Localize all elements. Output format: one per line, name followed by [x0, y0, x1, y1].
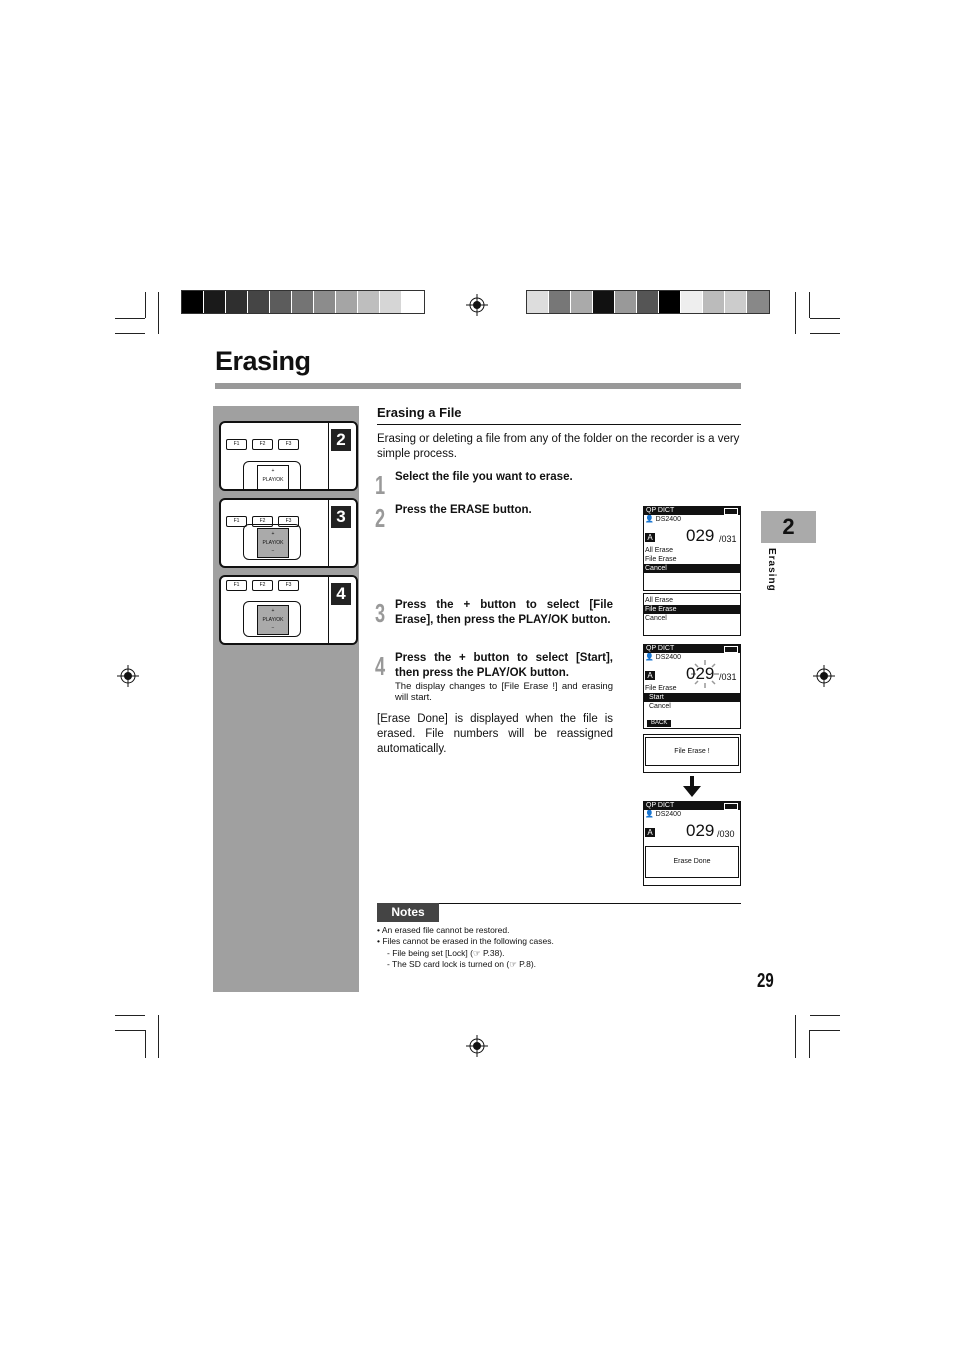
step-number: 1 [375, 470, 386, 500]
crop-mark [795, 1015, 796, 1058]
intro-text: Erasing or deleting a file from any of the folder on the recorder is a very simple process. [377, 433, 740, 460]
crop-mark [809, 292, 810, 318]
menu-item: Cancel [649, 703, 671, 710]
gray-calibration-bar-right [526, 290, 770, 314]
battery-icon [724, 508, 738, 515]
section-heading: Erasing a File [377, 405, 462, 420]
play-ok-label: PLAY/OK [262, 477, 284, 483]
gray-calibration-bar-left [181, 290, 425, 314]
f1-key: F1 [226, 439, 247, 450]
lcd-screen-erase-done [643, 801, 741, 886]
note-item: • An erased file cannot be restored. [377, 925, 510, 935]
step-text: Press the + button to select [Start], then press the PLAY/OK button. [395, 652, 613, 679]
file-number: 029 [686, 664, 715, 683]
file-number: 029 [686, 526, 715, 545]
f2-key: F2 [252, 580, 273, 591]
menu-item: All Erase [645, 547, 674, 554]
f2-key: F2 [252, 516, 273, 527]
file-number: 029 [686, 821, 715, 840]
crop-mark [145, 1030, 146, 1058]
menu-item: File Erase [645, 556, 677, 563]
crop-mark [158, 1015, 159, 1058]
file-total: /031 [719, 672, 737, 682]
figure-number: 2 [331, 429, 351, 451]
erase-done-message: Erase Done [645, 846, 739, 878]
menu-item: All Erase [645, 597, 674, 604]
folder-indicator: A [645, 533, 655, 542]
notes-label: Notes [377, 903, 439, 922]
step-subtext: The display changes to [File Erase !] and erasing will start. [395, 681, 613, 703]
menu-item-selected: Start [644, 693, 740, 702]
crop-mark [810, 1015, 840, 1016]
lcd-model: 👤 DS2400 [645, 654, 681, 661]
play-ok-label: PLAY/OK [262, 617, 284, 623]
lcd-screen-start-confirm [643, 644, 741, 729]
lcd-screen-file-erase-message [643, 734, 741, 773]
f3-key: F3 [278, 580, 299, 591]
crop-mark [809, 1030, 810, 1058]
lcd-header: QP DICT [646, 645, 675, 652]
f3-key: F3 [278, 516, 299, 527]
battery-icon [724, 646, 738, 653]
device-figure-step-2: F1 F2 F3 + PLAY/OK 2 [219, 421, 358, 491]
step-number: 3 [375, 598, 386, 628]
crop-mark [145, 292, 146, 318]
crop-mark [115, 318, 145, 319]
back-label: BACK [647, 720, 671, 727]
lcd-screen-erase-menu [643, 506, 741, 591]
step-number: 4 [375, 651, 386, 681]
f1-key: F1 [226, 580, 247, 591]
f2-key: F2 [252, 439, 273, 450]
registration-mark-icon [466, 294, 488, 316]
crop-mark [810, 1030, 840, 1031]
crop-mark [115, 333, 145, 334]
lcd-screen-file-erase-selected [643, 593, 741, 636]
registration-mark-icon [117, 665, 139, 687]
crop-mark [115, 1015, 145, 1016]
lcd-model: 👤 DS2400 [645, 516, 681, 523]
figure-number: 3 [331, 506, 351, 528]
crop-mark [810, 333, 840, 334]
erase-message: File Erase ! [645, 737, 739, 766]
lcd-model: 👤 DS2400 [645, 811, 681, 818]
lcd-header: QP DICT [646, 507, 675, 514]
step-text: Press the + button to select [File Erase], then press the PLAY/OK button. [395, 599, 613, 626]
folder-indicator: A [645, 828, 655, 837]
f1-key: F1 [226, 516, 247, 527]
result-text: [Erase Done] is displayed when the file is erased. File numbers will be reassigned automatically. [377, 713, 613, 755]
note-item: - File being set [Lock] (☞ P.38). [387, 948, 505, 958]
folder-indicator: A [645, 671, 655, 680]
menu-item-selected: Cancel [644, 564, 740, 573]
crop-mark [158, 292, 159, 334]
device-figure-step-4: F1 F2 F3 + PLAY/OK − 4 [219, 575, 358, 645]
crop-mark [795, 292, 796, 334]
f3-key: F3 [278, 439, 299, 450]
device-figure-step-3: F1 F2 F3 + PLAY/OK − 3 [219, 498, 358, 568]
file-total: /030 [717, 829, 735, 839]
illustration-panel [213, 406, 359, 992]
figure-number: 4 [331, 583, 351, 605]
lcd-header: QP DICT [646, 802, 675, 809]
step-text: Press the ERASE button. [395, 504, 532, 516]
section-rule [377, 424, 741, 425]
file-total: /031 [719, 534, 737, 544]
step-text: Select the file you want to erase. [395, 471, 573, 483]
chapter-tab: 2 [761, 511, 816, 543]
lcd-label: File Erase [645, 685, 677, 692]
title-rule [215, 383, 741, 389]
crop-mark [115, 1030, 145, 1031]
note-item: • Files cannot be erased in the following cases. [377, 936, 554, 946]
menu-item: Cancel [645, 615, 667, 622]
page-title: Erasing [215, 346, 311, 376]
registration-mark-icon [813, 665, 835, 687]
crop-mark [810, 318, 840, 319]
chapter-name: Erasing [766, 548, 777, 592]
page-number: 29 [757, 970, 774, 992]
note-item: - The SD card lock is turned on (☞ P.8). [387, 959, 537, 969]
registration-mark-icon [466, 1035, 488, 1057]
play-ok-label: PLAY/OK [262, 540, 284, 546]
step-number: 2 [375, 503, 386, 533]
battery-icon [724, 803, 738, 810]
menu-item-selected: File Erase [644, 605, 740, 614]
arrow-down-icon [682, 776, 702, 798]
